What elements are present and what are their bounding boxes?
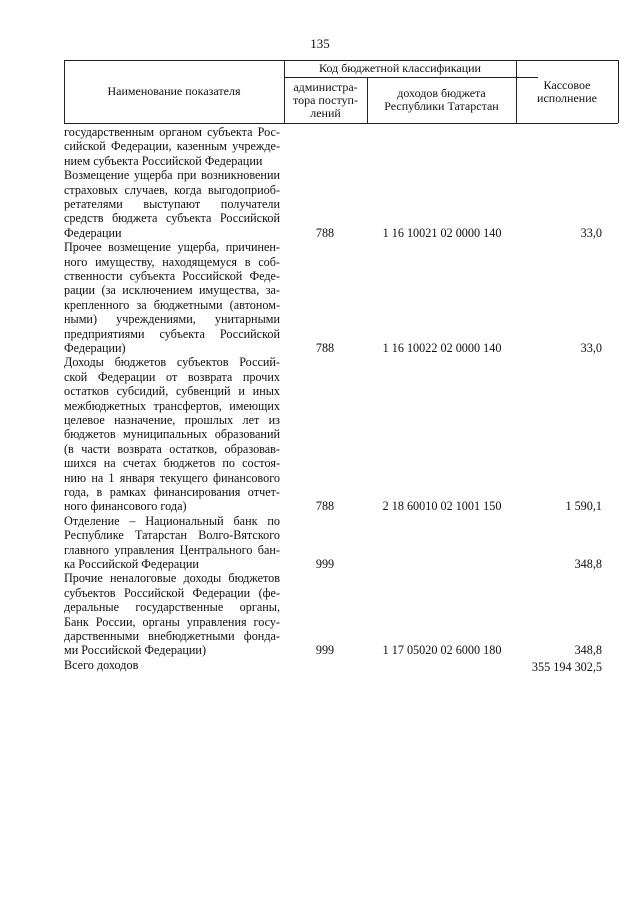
row-name-line: государственным органом субъекта Рос- — [64, 125, 280, 139]
row-admin-code: 999 — [315, 557, 335, 571]
row-name-line: ного финансового года) — [64, 499, 187, 514]
row-amount: 348,8 — [574, 643, 602, 658]
row-name-line: предприятиями субъекта Российской — [64, 326, 280, 341]
header-admin-line: тора поступ- — [293, 92, 358, 107]
row-name-line: Доходы бюджетов субъектов Россий- — [64, 355, 280, 370]
row-name-line: межбюджетных трансфертов, имеющих — [64, 398, 280, 413]
row-name-line: ской Федерации от возврата прочих — [64, 369, 280, 384]
row-name-line: целевое назначение, прошлых лет из — [64, 413, 280, 428]
row-name-line: ми Российской Федерации) — [64, 643, 207, 658]
row-admin-code: 999 — [315, 643, 335, 658]
row-amount: 1 590,1 — [565, 499, 602, 514]
row-name-line: Отделение – Национальный банк по — [64, 513, 280, 528]
row-name — [64, 514, 280, 572]
header-admin-line: лений — [310, 105, 341, 120]
row-name-line: Федерации) — [64, 341, 126, 356]
page-number: 135 — [310, 36, 330, 51]
row-amount: 355 194 302,5 — [531, 659, 602, 674]
row-name-line: ного имуществу, находящемуся в соб- — [64, 254, 280, 269]
row-name — [64, 571, 280, 657]
header-admin-line: администра- — [293, 79, 358, 94]
row-admin-code: 788 — [315, 499, 335, 514]
row-budget-code: 1 16 10021 02 0000 140 — [382, 225, 502, 240]
row-name-line: остатков субсидий, субвенций и иных — [64, 384, 280, 399]
row-name-line: средств бюджета субъекта Российской — [64, 211, 280, 226]
row-name-line: деральные государственные органы, — [64, 600, 280, 615]
header-cash-line: исполнение — [537, 90, 597, 105]
row-admin-code: 788 — [315, 225, 335, 240]
row-name-line: ретателями выступают получатели — [64, 197, 280, 211]
row-name-line: Всего доходов — [64, 657, 139, 672]
row-name-line: Прочие неналоговые доходы бюджетов — [64, 571, 280, 586]
row-name-line: года, в рамках финансирования отчет- — [64, 485, 280, 500]
row-name-line: страховых случаев, когда выгодоприоб- — [64, 182, 280, 197]
header-name-column: Наименование показателя — [107, 84, 241, 98]
row-name-line: ственности субъекта Российской Феде- — [64, 269, 280, 283]
row-name-line: рации (за исключением имущества, за- — [64, 283, 280, 298]
row-name-line: нием субъекта Российской Федерации — [64, 153, 263, 168]
row-name-line: субъектов Российской Федерации (фе- — [64, 585, 280, 600]
row-name — [64, 240, 280, 355]
header-cash-line: Кассовое — [543, 77, 591, 92]
row-name-line: Республике Татарстан Волго-Вятского — [64, 528, 280, 543]
row-name-line: ными) учреждениями, унитарными — [64, 312, 280, 327]
row-admin-code: 788 — [315, 341, 335, 355]
row-name-line: дарственными внебюджетными фонда- — [64, 629, 280, 644]
row-name-line: (в части возврата остатков, образовав- — [64, 441, 280, 456]
row-name-line: Федерации — [64, 225, 122, 240]
row-amount: 33,0 — [580, 225, 602, 240]
row-name-line: Возмещение ущерба при возникновении — [64, 168, 280, 183]
row-amount: 348,8 — [574, 557, 602, 571]
header-income-line: доходов бюджета — [397, 86, 486, 100]
row-name-line: нию на 1 января текущего финансового — [64, 470, 280, 485]
row-budget-code: 2 18 60010 02 1001 150 — [382, 499, 502, 514]
row-name-line: ка Российской Федерации — [64, 557, 199, 572]
row-name-line: крепленного за бюджетными (автоном- — [64, 297, 280, 312]
row-name — [64, 125, 280, 168]
row-name-line: бюджетов муниципальных образований — [64, 427, 280, 442]
header-income-line: Республики Татарстан — [384, 99, 499, 113]
row-name — [64, 168, 280, 240]
row-name-line: сийской Федерации, казенным учрежде- — [64, 139, 280, 154]
row-name-line: шихся на счетах бюджетов по состоя- — [64, 456, 280, 471]
row-name — [64, 355, 280, 513]
row-budget-code: 1 17 05020 02 6000 180 — [382, 643, 502, 658]
header-budget-class: Код бюджетной классификации — [319, 61, 481, 75]
row-name-line: Прочее возмещение ущерба, причинен- — [64, 240, 280, 255]
row-amount: 33,0 — [580, 341, 602, 355]
row-budget-code: 1 16 10022 02 0000 140 — [382, 341, 502, 355]
row-name-line: Банк России, органы управления госу- — [64, 614, 280, 629]
row-name-line: главного управления Центрального бан- — [64, 542, 280, 557]
row-name — [64, 658, 280, 672]
